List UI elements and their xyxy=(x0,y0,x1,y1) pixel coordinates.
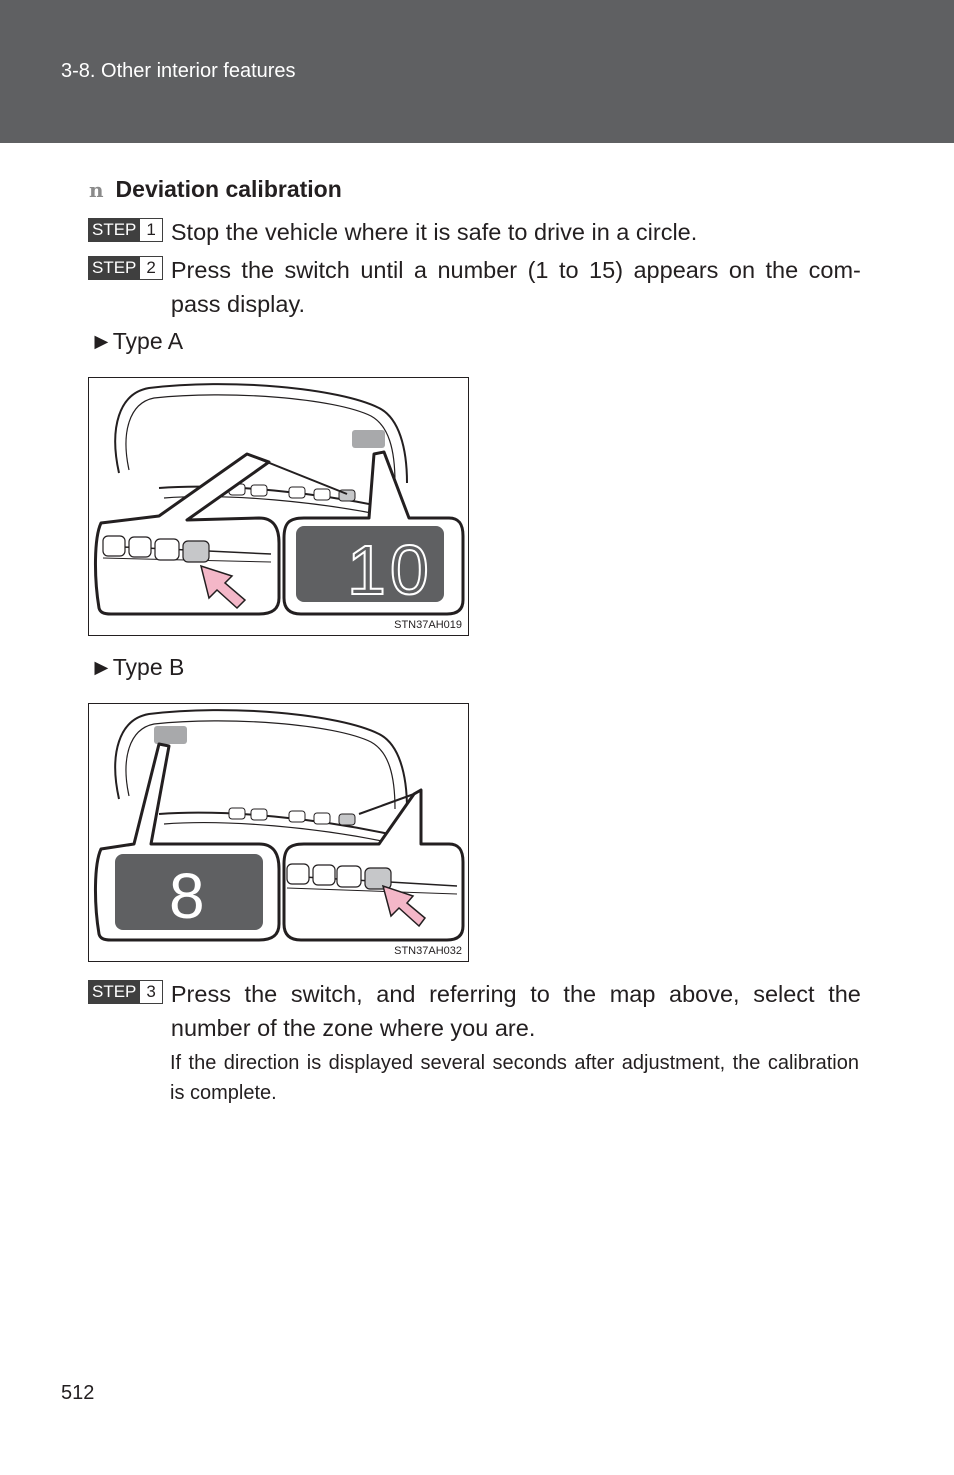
step-1 xyxy=(88,215,861,249)
section-heading xyxy=(89,176,342,203)
mirror-illustration-a xyxy=(89,378,470,637)
figure-code: STN37AH019 xyxy=(394,619,462,631)
section-bullet: n xyxy=(89,178,104,202)
type-b-label: ►Type B xyxy=(90,654,185,680)
calibration-note: If the direction is displayed several seconds after adjustment, the calibration is complete. xyxy=(170,1052,859,1104)
display-reading: 10 xyxy=(347,531,433,609)
step-badge: STEP 1 xyxy=(88,218,163,242)
chapter-title: 3-8. Other interior features xyxy=(61,60,296,82)
step-2 xyxy=(88,253,861,321)
page-header xyxy=(0,0,954,143)
section-title: Deviation calibration xyxy=(115,176,342,202)
mirror-illustration-b xyxy=(89,704,470,963)
type-a-label: ►Type A xyxy=(90,328,184,354)
page-number: 512 xyxy=(61,1382,95,1404)
step-badge: STEP 2 xyxy=(88,256,163,280)
step-text: Stop the vehicle where it is safe to drive in a circle. xyxy=(170,219,698,245)
display-reading: 8 xyxy=(169,860,205,932)
step-text: Press the switch, and referring to the map above, select the number of the zone where you are. xyxy=(170,981,861,1041)
step-text: Press the switch until a number (1 to 15) appears on the com-pass display. xyxy=(170,257,861,317)
figure-code: STN37AH032 xyxy=(394,945,462,957)
figure-type-a xyxy=(88,377,469,636)
figure-type-b xyxy=(88,703,469,962)
step-badge: STEP 3 xyxy=(88,980,163,1004)
step-3 xyxy=(88,977,861,1045)
